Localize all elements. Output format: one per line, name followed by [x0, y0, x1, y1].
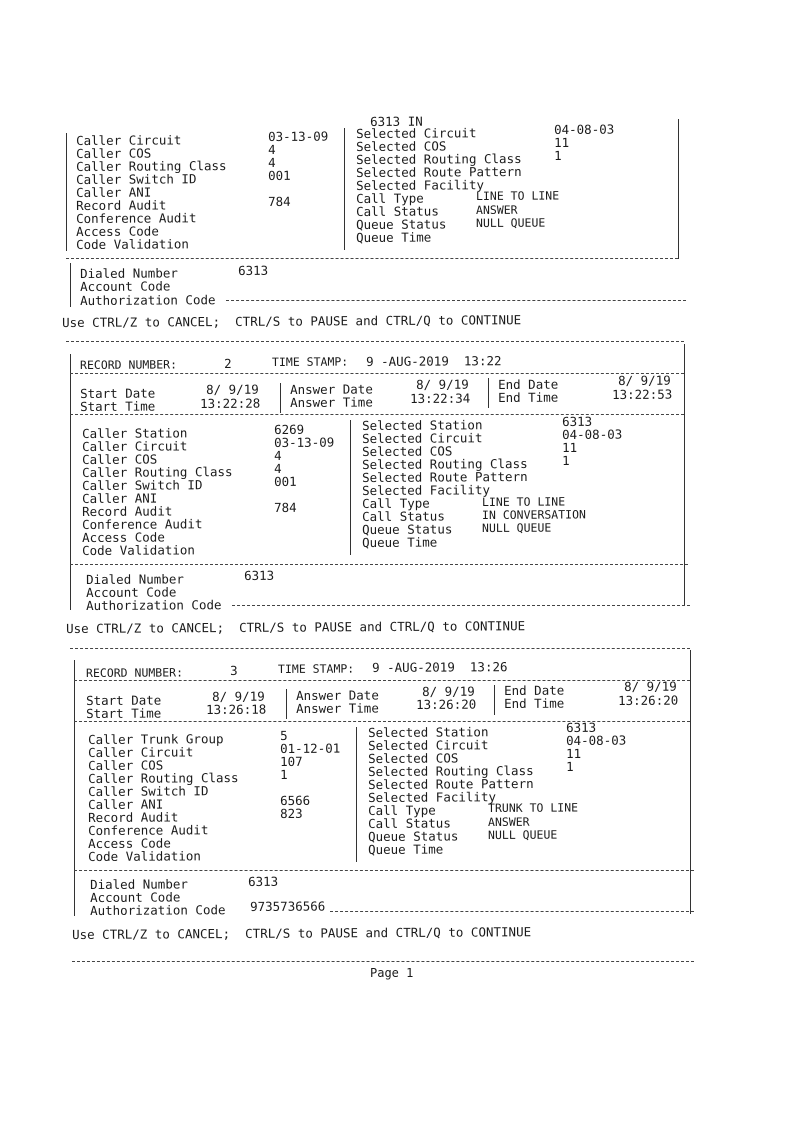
end-time-label: End Time — [497, 389, 559, 405]
dialed-number-value: 6313 — [243, 567, 275, 583]
call-type-value: LINE TO LINE — [475, 188, 560, 203]
selected-station-label: Selected Station — [367, 724, 489, 740]
caller-switch-id-label: Caller Switch ID — [75, 171, 197, 187]
right-border — [678, 119, 679, 259]
record-audit-label: Record Audit — [75, 197, 167, 213]
dialed-number-value: 6313 — [247, 873, 279, 889]
authorization-code-label: Authorization Code — [79, 292, 216, 308]
account-code-label: Account Code — [85, 584, 177, 600]
answer-time-label: Answer Time — [295, 700, 379, 716]
left-border — [74, 660, 75, 916]
answer-date-label: Answer Date — [295, 687, 379, 703]
caller-circuit-label: Caller Circuit — [75, 132, 182, 148]
selected-cos-value: 11 — [553, 134, 570, 150]
selected-circuit-value: 04-08-03 — [565, 732, 627, 748]
queue-status-label: Queue Status — [355, 216, 447, 232]
section-divider — [232, 605, 690, 606]
conference-audit-label: Conference Audit — [81, 516, 203, 532]
selected-circuit-label: Selected Circuit — [367, 737, 489, 753]
answer-date-value: 8/ 9/19 — [421, 683, 475, 699]
access-code-label: Access Code — [87, 835, 171, 851]
selected-facility-label: Selected Facility — [361, 482, 491, 498]
caller-ani-label: Caller ANI — [81, 490, 158, 506]
end-date-label: End Date — [503, 682, 565, 698]
call-type-label: Call Type — [355, 190, 424, 206]
section-divider — [70, 648, 690, 649]
record-audit-value: 784 — [267, 193, 291, 209]
caller-ani-label: Caller ANI — [75, 184, 152, 200]
record-audit-label: Record Audit — [81, 503, 173, 519]
answer-time-value: 13:26:20 — [415, 696, 477, 712]
selected-routing-class-value: 1 — [553, 147, 562, 163]
queue-status-value: NULL QUEUE — [475, 215, 546, 230]
conference-audit-label: Conference Audit — [87, 822, 209, 838]
call-status-label: Call Status — [361, 508, 445, 524]
caller-ani-label: Caller ANI — [87, 796, 164, 812]
record-number-label: RECORD NUMBER: — [85, 665, 184, 680]
column-separator — [350, 420, 351, 555]
end-date-value: 8/ 9/19 — [617, 372, 671, 388]
time-stamp-value: 9 -AUG-2019 13:26 — [371, 659, 508, 675]
authorization-code-label: Authorization Code — [89, 902, 226, 918]
right-border — [690, 650, 691, 914]
caller-circuit-value: 01-12-01 — [279, 740, 341, 756]
answer-date-label: Answer Date — [289, 381, 373, 397]
caller-routing-class-value: 1 — [279, 766, 288, 782]
start-date-label: Start Date — [85, 692, 162, 708]
caller-trunk-group-label: Caller Trunk Group — [87, 731, 224, 747]
column-separator — [356, 727, 357, 862]
caller-circuit-label: Caller Circuit — [81, 438, 188, 454]
left-border — [70, 354, 71, 610]
caller-switch-id-label: Caller Switch ID — [87, 783, 209, 799]
end-date-label: End Date — [497, 376, 559, 392]
time-stamp-label: TIME STAMP: — [271, 354, 349, 369]
selected-routing-class-value: 1 — [565, 758, 574, 774]
left-border — [66, 133, 67, 251]
time-stamp-label: TIME STAMP: — [277, 661, 355, 676]
selected-facility-label: Selected Facility — [367, 789, 497, 805]
call-status-value: ANSWER — [475, 202, 518, 217]
record-audit-label: Record Audit — [87, 809, 179, 825]
call-status-label: Call Status — [367, 815, 451, 831]
queue-status-label: Queue Status — [361, 521, 453, 537]
section-divider — [74, 870, 694, 871]
caller-switch-id-label: Caller Switch ID — [81, 477, 203, 493]
page-number: Page 1 — [370, 966, 414, 980]
access-code-label: Access Code — [75, 223, 159, 239]
record-number-value: 3 — [229, 662, 238, 678]
selected-circuit-value: 04-08-03 — [553, 121, 615, 137]
caller-switch-id-value: 001 — [273, 473, 297, 489]
column-separator — [286, 689, 287, 719]
section-divider — [226, 300, 686, 301]
selected-station-partial: 6313 IN — [369, 113, 423, 129]
column-separator — [488, 378, 489, 408]
selected-circuit-label: Selected Circuit — [355, 125, 477, 141]
queue-time-label: Queue Time — [355, 229, 432, 245]
dialed-number-label: Dialed Number — [89, 876, 188, 892]
answer-time-label: Answer Time — [289, 394, 373, 410]
caller-circuit-value: 03-13-09 — [267, 128, 329, 144]
start-date-value: 8/ 9/19 — [205, 381, 259, 397]
selected-route-pattern-label: Selected Route Pattern — [367, 775, 534, 792]
queue-status-value: NULL QUEUE — [487, 827, 558, 842]
caller-routing-class-value: 4 — [273, 460, 282, 476]
selected-cos-label: Selected COS — [361, 443, 453, 459]
column-separator — [494, 685, 495, 715]
column-separator — [280, 383, 281, 413]
call-status-label: Call Status — [355, 203, 439, 219]
start-date-value: 8/ 9/19 — [211, 688, 265, 704]
section-divider — [70, 373, 684, 374]
column-separator — [344, 128, 345, 250]
caller-trunk-group-value: 5 — [279, 727, 288, 743]
selected-circuit-value: 04-08-03 — [561, 426, 623, 442]
code-validation-label: Code Validation — [75, 236, 189, 252]
section-divider — [66, 258, 678, 259]
call-type-value: TRUNK TO LINE — [487, 800, 579, 815]
call-type-label: Call Type — [361, 495, 430, 511]
conference-audit-label: Conference Audit — [75, 210, 197, 226]
selected-station-value: 6313 — [561, 413, 593, 429]
account-code-label: Account Code — [79, 278, 171, 294]
selected-routing-class-label: Selected Routing Class — [361, 455, 528, 472]
account-code-label: Account Code — [89, 889, 181, 905]
call-type-value: LINE TO LINE — [481, 494, 566, 509]
caller-cos-label: Caller COS — [75, 145, 152, 161]
selected-routing-class-value: 1 — [561, 452, 570, 468]
page-divider — [72, 961, 694, 962]
selected-station-value: 6313 — [565, 719, 597, 735]
access-code-label: Access Code — [81, 529, 165, 545]
section-divider — [74, 680, 690, 681]
caller-routing-class-label: Caller Routing Class — [87, 770, 239, 786]
caller-circuit-value: 03-13-09 — [273, 434, 335, 450]
selected-cos-value: 11 — [565, 745, 582, 761]
start-time-label: Start Time — [85, 705, 162, 721]
call-type-label: Call Type — [367, 802, 436, 818]
start-time-label: Start Time — [79, 398, 156, 414]
queue-time-label: Queue Time — [361, 534, 438, 550]
selected-circuit-label: Selected Circuit — [361, 430, 483, 446]
caller-cos-value: 4 — [267, 141, 276, 157]
caller-station-value: 6269 — [273, 421, 305, 437]
caller-routing-class-label: Caller Routing Class — [75, 158, 227, 174]
caller-routing-class-value: 4 — [267, 154, 276, 170]
section-divider — [66, 341, 684, 342]
dialed-number-label: Dialed Number — [85, 571, 184, 587]
caller-ani-value: 6566 — [279, 792, 311, 808]
record-number-label: RECORD NUMBER: — [79, 357, 178, 372]
left-border — [70, 263, 71, 307]
caller-cos-value: 107 — [279, 753, 303, 769]
answer-time-value: 13:22:34 — [409, 390, 471, 406]
end-time-value: 13:22:53 — [611, 386, 673, 402]
selected-routing-class-label: Selected Routing Class — [355, 150, 522, 167]
caller-cos-value: 4 — [273, 447, 282, 463]
selected-facility-label: Selected Facility — [355, 177, 485, 193]
record-audit-value: 784 — [273, 499, 297, 515]
caller-routing-class-label: Caller Routing Class — [81, 464, 233, 480]
code-validation-label: Code Validation — [81, 542, 195, 558]
right-border — [684, 344, 685, 606]
selected-route-pattern-label: Selected Route Pattern — [355, 163, 522, 180]
answer-date-value: 8/ 9/19 — [415, 376, 469, 392]
section-divider — [74, 721, 690, 722]
end-time-label: End Time — [503, 695, 565, 711]
record-audit-value: 823 — [279, 805, 303, 821]
selected-route-pattern-label: Selected Route Pattern — [361, 468, 528, 485]
code-validation-label: Code Validation — [87, 848, 201, 864]
caller-switch-id-value: 001 — [267, 167, 291, 183]
dialed-number-label: Dialed Number — [79, 265, 178, 281]
section-divider — [330, 911, 694, 912]
end-date-value: 8/ 9/19 — [623, 678, 677, 694]
caller-cos-label: Caller COS — [81, 451, 158, 467]
record-number-value: 2 — [223, 355, 232, 371]
selected-routing-class-label: Selected Routing Class — [367, 762, 534, 779]
footer-message: Use CTRL/Z to CANCEL; CTRL/S to PAUSE and CTRL/Q to CONTINUE — [61, 312, 522, 330]
queue-status-value: NULL QUEUE — [481, 520, 552, 535]
caller-station-label: Caller Station — [81, 425, 188, 441]
section-divider — [70, 564, 688, 565]
authorization-code-label: Authorization Code — [85, 597, 222, 613]
selected-station-label: Selected Station — [361, 417, 483, 433]
footer-message: Use CTRL/Z to CANCEL; CTRL/S to PAUSE and CTRL/Q to CONTINUE — [65, 618, 526, 636]
start-time-value: 13:26:18 — [205, 701, 267, 717]
dialed-number-value: 6313 — [237, 262, 269, 278]
start-time-value: 13:22:28 — [199, 395, 261, 411]
call-status-value: IN CONVERSATION — [481, 507, 586, 522]
caller-circuit-label: Caller Circuit — [87, 744, 194, 760]
authorization-code-value: 9735736566 — [249, 898, 326, 914]
queue-status-label: Queue Status — [367, 828, 459, 844]
queue-time-label: Queue Time — [367, 841, 444, 857]
time-stamp-value: 9 -AUG-2019 13:22 — [365, 353, 502, 369]
selected-cos-value: 11 — [561, 439, 578, 455]
start-date-label: Start Date — [79, 385, 156, 401]
caller-cos-label: Caller COS — [87, 757, 164, 773]
footer-message: Use CTRL/Z to CANCEL; CTRL/S to PAUSE and CTRL/Q to CONTINUE — [71, 924, 532, 942]
selected-cos-label: Selected COS — [355, 138, 447, 154]
end-time-value: 13:26:20 — [617, 692, 679, 708]
selected-cos-label: Selected COS — [367, 750, 459, 766]
call-status-value: ANSWER — [487, 814, 530, 829]
